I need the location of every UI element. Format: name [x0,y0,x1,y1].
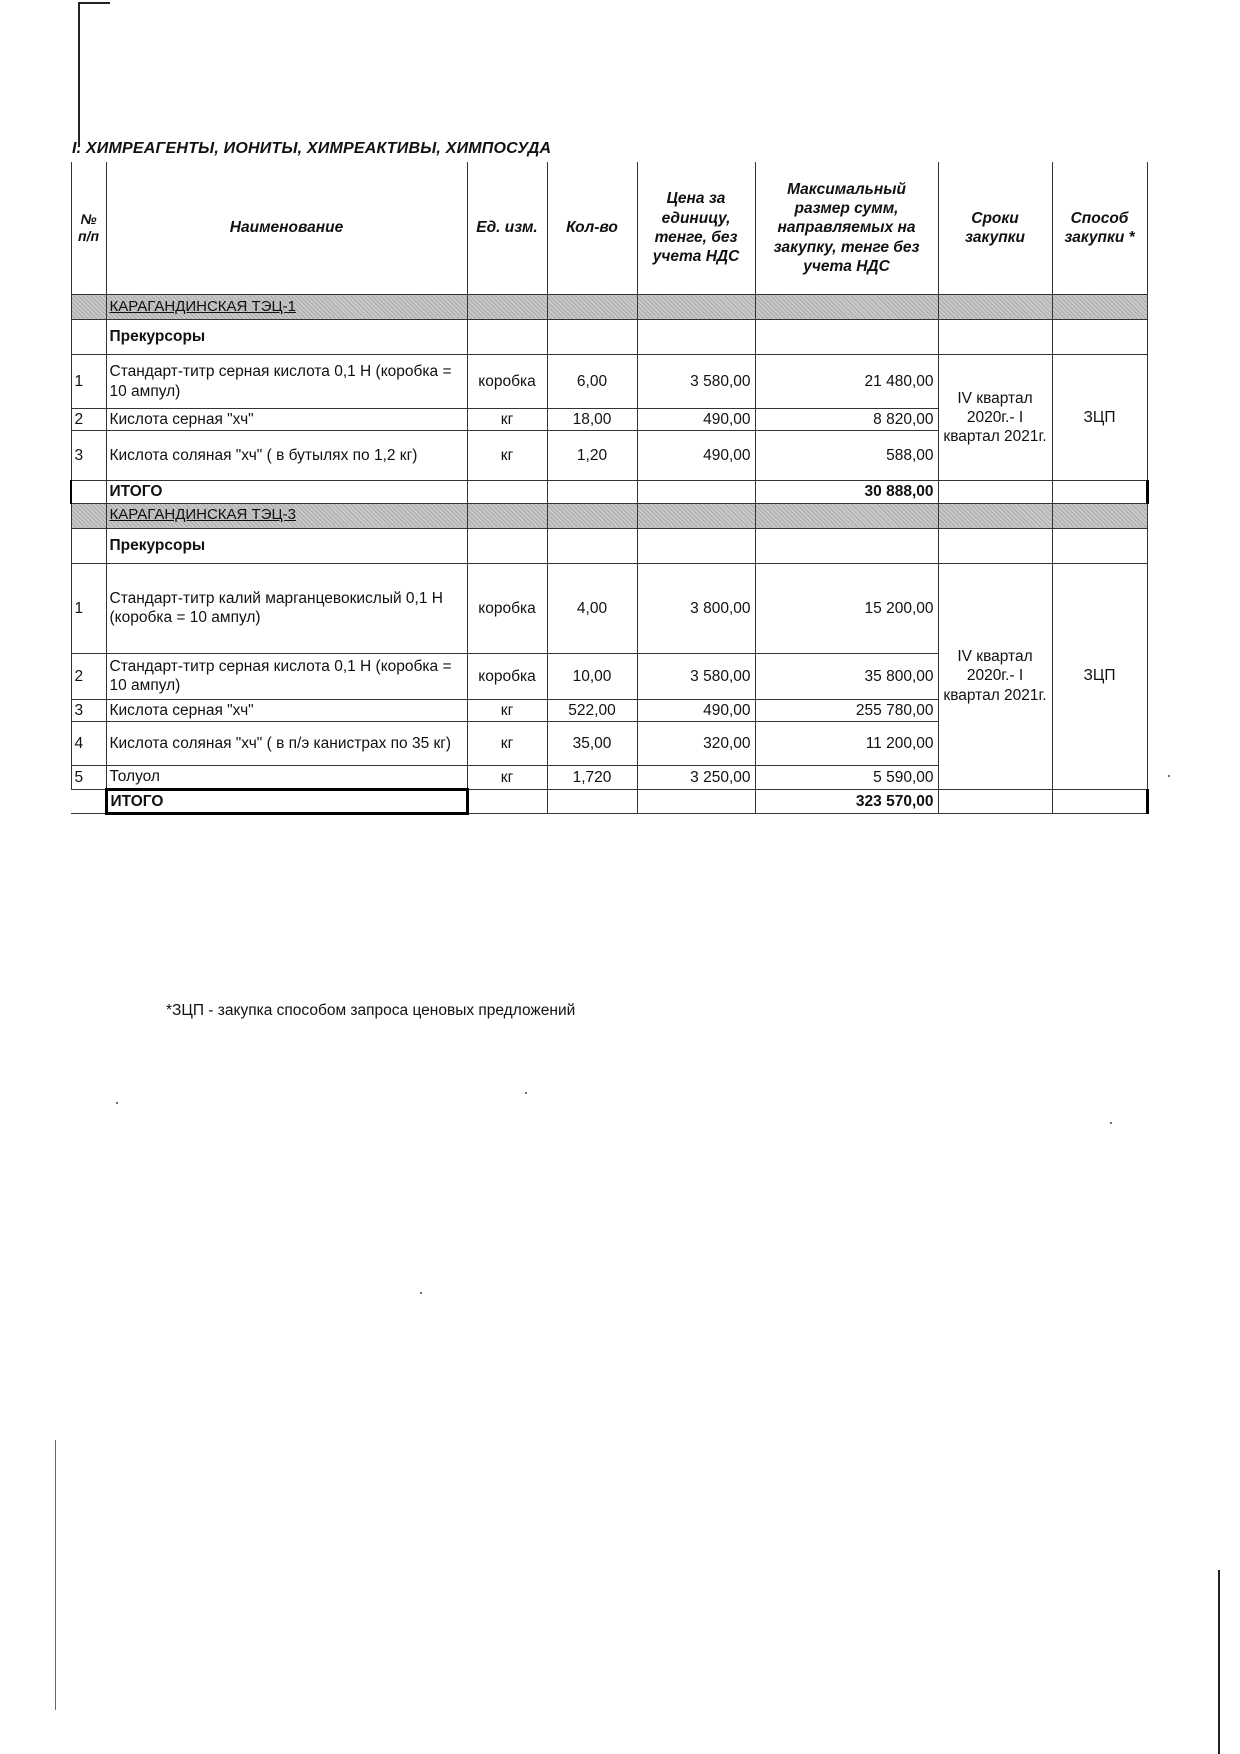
scan-speck [1110,1122,1112,1124]
col-header-price: Цена за единицу, тенге, без учета НДС [637,162,755,295]
purchase-term: IV квартал 2020г.- I квартал 2021г. [938,355,1052,481]
subheading-row [71,528,1147,563]
scan-speck [420,1292,422,1294]
purchase-method: ЗЦП [1052,355,1147,481]
row-price: 490,00 [637,409,755,431]
row-name: Стандарт-титр серная кислота 0,1 Н (коробка = 10 ампул) [106,355,467,409]
row-unit: коробка [467,653,547,699]
scan-speck [1168,775,1170,777]
row-qty: 10,00 [547,653,637,699]
scan-speck [116,1102,118,1104]
col-header-max-sum: Максимальный размер сумм, направляемых на закупку, тенге без учета НДС [755,162,938,295]
row-name: Кислота серная "хч" [106,409,467,431]
row-no: 3 [71,699,106,721]
table-row [71,355,1147,409]
row-name: Кислота серная "хч" [106,699,467,721]
row-sum: 35 800,00 [755,653,938,699]
row-price: 320,00 [637,722,755,766]
scan-border-left [78,2,80,147]
row-unit: кг [467,699,547,721]
purchase-term: IV квартал 2020г.- I квартал 2021г. [938,563,1052,789]
row-price: 3 580,00 [637,653,755,699]
row-qty: 18,00 [547,409,637,431]
row-unit: кг [467,722,547,766]
group-heading-row [71,503,1147,528]
row-sum: 8 820,00 [755,409,938,431]
scan-border-left-lower [55,1440,56,1710]
row-qty: 6,00 [547,355,637,409]
subheading: Прекурсоры [106,528,467,563]
col-header-no: № п/п [71,162,106,295]
row-no: 5 [71,766,106,789]
col-header-unit: Ед. изм. [467,162,547,295]
total-label: ИТОГО [106,481,467,503]
row-no: 3 [71,431,106,481]
group-heading-row [71,295,1147,320]
row-sum: 21 480,00 [755,355,938,409]
row-no: 1 [71,355,106,409]
row-name: Толуол [106,766,467,789]
col-header-term: Сроки закупки [938,162,1052,295]
row-no: 1 [71,563,106,653]
col-header-name: Наименование [106,162,467,295]
col-header-method: Способ закупки * [1052,162,1147,295]
row-price: 3 580,00 [637,355,755,409]
header-row [71,162,1147,295]
row-sum: 5 590,00 [755,766,938,789]
section-title: I. ХИМРЕАГЕНТЫ, ИОНИТЫ, ХИМРЕАКТИВЫ, ХИМПОСУДА [72,140,552,157]
row-no: 2 [71,653,106,699]
row-sum: 15 200,00 [755,563,938,653]
row-price: 3 800,00 [637,563,755,653]
total-row [71,789,1147,813]
group-name: КАРАГАНДИНСКАЯ ТЭЦ-1 [106,295,467,320]
scan-speck [525,1092,527,1094]
total-row [71,481,1147,503]
row-name: Кислота соляная "хч" ( в бутылях по 1,2 кг) [106,431,467,481]
row-qty: 1,20 [547,431,637,481]
total-label: ИТОГО [106,789,467,813]
row-name: Стандарт-титр калий марганцевокислый 0,1 Н (коробка = 10 ампул) [106,563,467,653]
row-sum: 11 200,00 [755,722,938,766]
row-price: 3 250,00 [637,766,755,789]
row-price: 490,00 [637,431,755,481]
footnote: *ЗЦП - закупка способом запроса ценовых предложений [166,1002,576,1019]
row-no: 4 [71,722,106,766]
procurement-table [70,162,1149,815]
col-header-qty: Кол-во [547,162,637,295]
group-name: КАРАГАНДИНСКАЯ ТЭЦ-3 [106,503,467,528]
row-name: Кислота соляная "хч" ( в п/э канистрах по 35 кг) [106,722,467,766]
row-sum: 588,00 [755,431,938,481]
subheading: Прекурсоры [106,320,467,355]
scan-border-right [1218,1570,1220,1754]
row-qty: 35,00 [547,722,637,766]
table-row [71,563,1147,653]
row-qty: 1,720 [547,766,637,789]
row-qty: 4,00 [547,563,637,653]
row-unit: кг [467,409,547,431]
total-sum: 30 888,00 [755,481,938,503]
subheading-row [71,320,1147,355]
row-name: Стандарт-титр серная кислота 0,1 Н (коробка = 10 ампул) [106,653,467,699]
total-sum: 323 570,00 [755,789,938,813]
row-unit: коробка [467,563,547,653]
scan-border-top [78,2,110,4]
row-qty: 522,00 [547,699,637,721]
row-unit: кг [467,766,547,789]
row-unit: коробка [467,355,547,409]
row-sum: 255 780,00 [755,699,938,721]
row-no: 2 [71,409,106,431]
row-unit: кг [467,431,547,481]
purchase-method: ЗЦП [1052,563,1147,789]
row-price: 490,00 [637,699,755,721]
